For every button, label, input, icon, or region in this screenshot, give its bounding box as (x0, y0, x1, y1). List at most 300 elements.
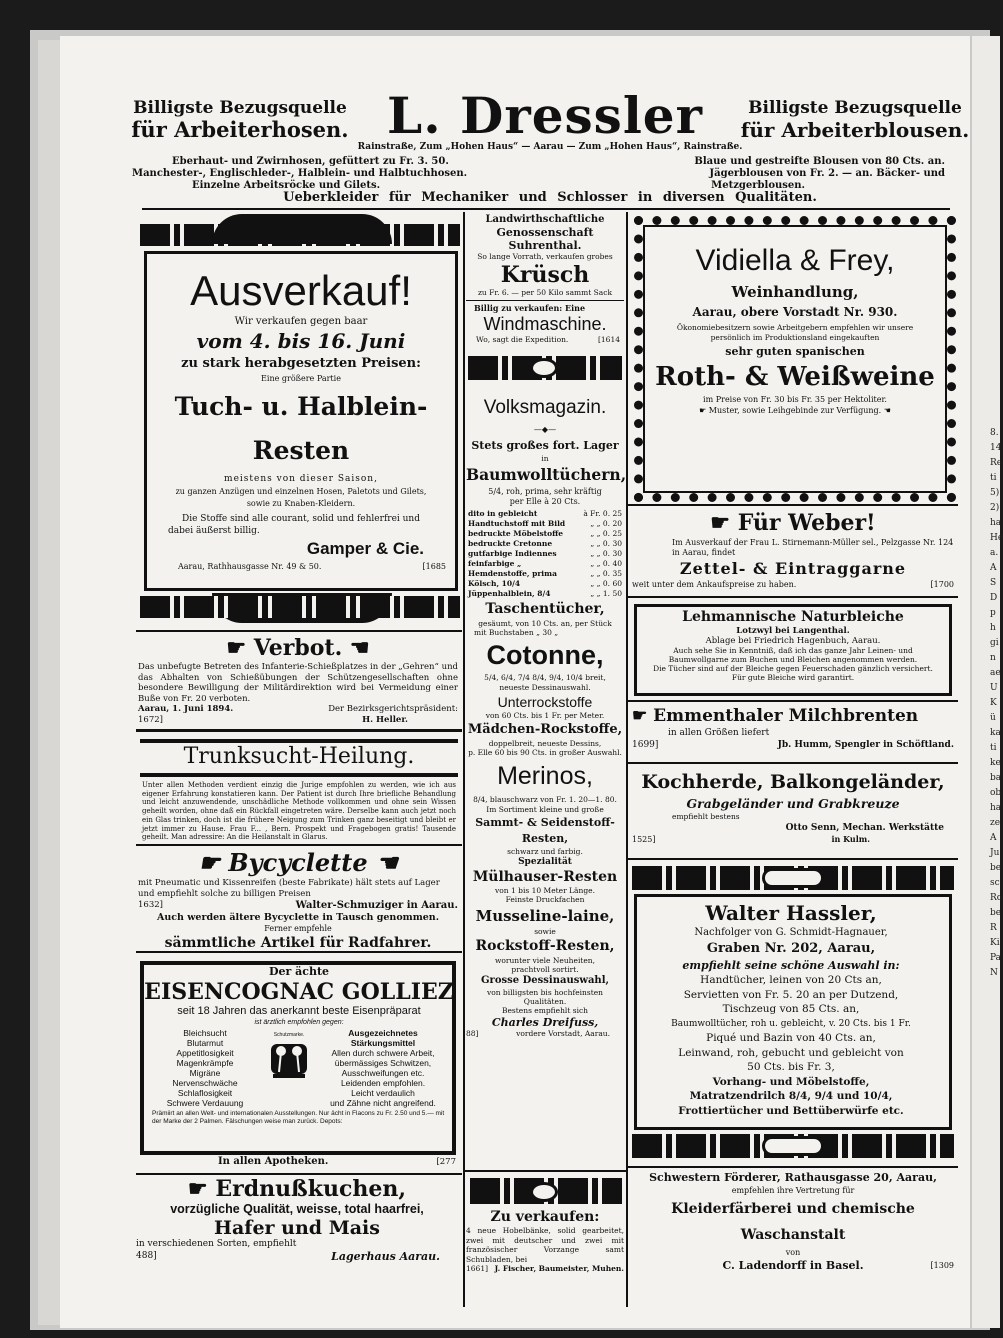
genossenschaft-line: Genossenschaft Suhrenthal. (496, 226, 594, 252)
hassler-line: Nachfolger von G. Schmidt-Hagnauer, (694, 927, 888, 938)
cognac-list-item: Schwere Verdauung (166, 1098, 244, 1108)
volksmagazin-merinos: Merinos, (497, 762, 593, 790)
cognac-list-item: Leicht verdaulich (351, 1088, 415, 1098)
milchbrenten-ad (632, 704, 954, 752)
price-row (468, 529, 622, 539)
newspaper-page (60, 36, 970, 1328)
adjacent-page-fragment: ti (990, 473, 997, 483)
ladendorff-big: Kleiderfärberei und chemische Waschanstalt (671, 1201, 915, 1243)
cognac-mark-label: Schutzmarke. (273, 1032, 305, 1038)
price-value: „ „ 0. 20 (590, 519, 622, 528)
ladendorff-number: [1309 (930, 1261, 954, 1270)
pointing-hand-left-icon: ☚ (349, 635, 370, 661)
hassler-item: Servietten von Fr. 5. 20 an per Dutzend, (683, 988, 899, 1001)
bycyclette-firm: Walter-Schmuziger in Aarau. (295, 900, 458, 911)
erdnuss-heading (136, 1176, 458, 1202)
volksmagazin-line: Stets großes fort. Lager (471, 439, 619, 452)
adjacent-page-fragment: ü (990, 713, 996, 723)
adjacent-page-fragment: Pa (990, 953, 1002, 963)
kochherde-number: 1525] (632, 835, 656, 844)
milchbrenten-line: in allen Größen liefert (668, 728, 770, 738)
price-item: Kölsch, 10/4 (468, 579, 521, 588)
bycyclette-line: Ferner empfehle (264, 924, 332, 933)
price-item: feinfarbige „ (468, 559, 522, 568)
vidiella-sub: Weinhandlung, (731, 283, 859, 301)
ausverkauf-firm: Gamper & Cie. (306, 539, 424, 558)
cognac-list-item: Schlaflosigkeit (177, 1088, 233, 1098)
adjacent-page-fragment: p (990, 608, 996, 618)
verbot-heading (138, 634, 458, 662)
ornament-bar (140, 596, 460, 618)
pointing-hand-icon: ☛ (699, 406, 707, 415)
price-row (468, 539, 622, 549)
vidiella-line-row (648, 405, 942, 416)
volksmagazin-line: schwarz und farbig. (507, 847, 583, 856)
adjacent-page-fragment: Ro (990, 893, 1003, 903)
ladendorff-line: von (785, 1248, 801, 1257)
pointing-hand-icon: ☛ (710, 510, 731, 536)
price-row (468, 559, 622, 569)
header-rule (142, 208, 950, 210)
genossenschaft-number: [1614 (597, 335, 620, 344)
zuverkaufen-ad (466, 1208, 624, 1274)
cognac-content (144, 965, 454, 1126)
ornament-ring (530, 358, 558, 378)
hassler-item: 50 Cts. bis Fr. 3, (747, 1061, 835, 1073)
cognac-list-item: Stärkungsmittel (350, 1038, 416, 1048)
adjacent-page-fragment: h (990, 623, 996, 633)
hassler-items (638, 973, 944, 1118)
header-bottom-line: Ueberkleider für Mechaniker und Schlosser in diversen Qualitäten. (283, 190, 817, 205)
pointing-hand-icon: ☛ (226, 635, 247, 661)
price-item: Hemdenstoffe, prima (468, 569, 557, 578)
cognac-list-item: übermässiges Schwitzen, (334, 1058, 432, 1068)
pointing-hand-left-icon: ☚ (375, 848, 398, 877)
naturbleiche-line: Lotzwyl bei Langenthal. (736, 626, 850, 636)
bycyclette-text: mit Pneumatic und Kissenreifen (beste Fabrikate) hält stets auf Lager und empfiehlt solche zu billigen Preisen (138, 878, 440, 899)
price-item: gutfarbige Indiennes (468, 549, 557, 558)
adjacent-page-fragment: D (990, 593, 998, 603)
erdnuss-line: in verschiedenen Sorten, empfiehlt (136, 1239, 297, 1249)
adjacent-page-fragment: K (990, 698, 997, 708)
volksmagazin-big: Taschentücher, (485, 601, 605, 617)
volksmagazin-big: Musseline-laine, (475, 907, 615, 925)
naturbleiche-content (640, 608, 946, 682)
pointing-hand-left-icon: ☚ (883, 406, 891, 415)
hassler-line: empfiehlt seine schöne Auswahl in: (682, 959, 900, 972)
milchbrenten-heading (632, 704, 954, 728)
adjacent-page-fragment: Re (990, 458, 1003, 468)
trunksucht-text: Unter allen Methoden verdient einzig die Jurige empfohlen zu werden, wie ich aus eigener Erfahrung konstatieren kann. Der Patient ist durch Ihre briefliche Behandlung und leicht anzuwendende, unschädliche Methode vollkommen und ohne sein Wissen geheilt worden, ohne daß ein Rückfall eingetreten wäre. Derselbe kann auch jetzt noch ein Glas trinken, doch ist die frühere Neigung zum Trinken ganz beseitigt und bleibt er jetzt immer zu Hause. Frau F... , Bern. Prospekt und Fragebogen gratis! Tausende geheilt. Man adressire: An die Heilanstalt in Glarus. (142, 781, 456, 842)
volksmagazin-cotonne: Cotonne, (486, 640, 604, 670)
rule (136, 1173, 462, 1175)
rule (628, 1166, 958, 1168)
volksmagazin-big: Unterrockstoffe (497, 694, 593, 710)
ausverkauf-line: dabei äußerst billig. (168, 526, 260, 536)
rule (628, 858, 958, 860)
zuverkaufen-text: 4 neue Hobelbänke, solid gearbeitet, zwei mit deutscher und zwei mit französischer Vorzange samt Schubladen, bei (466, 1226, 624, 1264)
volksmagazin-number: 88] (466, 1029, 479, 1038)
hassler-item: Matratzendrilch 8/4, 9/4 und 10/4, (689, 1090, 893, 1102)
adjacent-page-fragment: 8. (990, 428, 999, 438)
erdnuss-firm: Lagerhaus Aarau. (331, 1250, 440, 1263)
volksmagazin-line: von 1 bis 10 Meter Länge. (495, 886, 595, 895)
verbot-title: Verbot. (253, 635, 343, 661)
verbot-number: 1672] (138, 715, 163, 725)
adjacent-page-fragment: ha (990, 518, 1002, 528)
ausverkauf-line: meistens von dieser Saison, (224, 474, 378, 484)
cognac-list-item: Appetitlosigkeit (176, 1048, 234, 1058)
vidiella-line: im Preise von Fr. 30 bis Fr. 35 per Hektoliter. (703, 395, 887, 404)
cognac-list-item: Ausschweifungen etc. (341, 1068, 425, 1078)
cognac-list-item: Nervenschwäche (172, 1078, 238, 1088)
column-rule-2 (626, 212, 628, 1307)
volksmagazin-line: neueste Dessinauswahl. (499, 683, 591, 692)
cognac-number: [277 (436, 1157, 456, 1167)
divider-ornament: —◆— (533, 425, 557, 434)
ladendorff-line: empfehlen ihre Vertretung für (731, 1186, 855, 1195)
volksmagazin-line: prachtvoll sortirt. (511, 965, 579, 974)
adjacent-page-fragment: ob (990, 788, 1002, 798)
volksmagazin-line: 5/4, roh, prima, sehr kräftig (488, 487, 602, 496)
hassler-item: Handtücher, leinen von 20 Cts an, (700, 974, 882, 986)
adjacent-page-fragment: ti (990, 743, 997, 753)
weber-heading (632, 508, 954, 538)
milchbrenten-number: 1699] (632, 740, 659, 750)
header-title: L. Dressler (387, 86, 703, 145)
adjacent-page-fragment: Ki (990, 938, 1000, 948)
adjacent-page-fragment: U (990, 683, 998, 693)
price-value: „ „ 0. 40 (590, 559, 622, 568)
weber-big: Zettel- & Eintraggarne (679, 559, 907, 578)
price-value: „ „ 0. 30 (590, 539, 622, 548)
kochherde-place: in Kulm. (831, 834, 870, 844)
price-row (468, 579, 622, 589)
adjacent-page-fragment: ae (990, 668, 1001, 678)
header-left-line1: Billigste Bezugsquelle (133, 98, 347, 118)
verbot-sign-label: Der Bezirksgerichtspräsident: (328, 704, 458, 714)
genossenschaft-big2: Windmaschine. (483, 314, 607, 334)
vidiella-title: Vidiella & Frey, (695, 244, 895, 277)
volksmagazin-title: Volksmagazin. (483, 397, 607, 418)
adjacent-page-fragment: A (990, 833, 997, 843)
adjacent-page-fragment: ze (990, 818, 1001, 828)
genossenschaft-line: zu Fr. 6. — per 50 Kilo sammt Sack (477, 288, 613, 297)
hassler-title: Walter Hassler, (705, 901, 877, 925)
volksmagazin-line: per Elle à 20 Cts. (509, 497, 581, 506)
header-left-line2: für Arbeiterhosen. (131, 117, 349, 142)
cognac-line: ist ärztlich empfohlen gegen: (254, 1019, 344, 1026)
volksmagazin-line: Feinste Druckfachen (505, 895, 585, 904)
adjacent-page-fragment: a. (990, 548, 999, 558)
cognac-footer (140, 1155, 456, 1169)
header-left (130, 98, 350, 142)
header-right-line1: Billigste Bezugsquelle (748, 98, 962, 118)
price-item: bedruckte Cretonne (468, 539, 553, 548)
ladendorff-firm: C. Ladendorff in Basel. (722, 1259, 864, 1272)
kochherde-ad (632, 768, 954, 845)
header-right-items (655, 156, 945, 192)
volksmagazin-big: Rockstoff-Resten, (475, 938, 615, 954)
volksmagazin-line: Im Sortiment kleine und große (486, 805, 604, 814)
verbot-ad (138, 634, 458, 726)
hassler-item: Tischzeug von 85 Cts. an, (722, 1003, 860, 1015)
cognac-left-list (150, 1028, 260, 1108)
header-left-items (132, 156, 492, 192)
ausverkauf-line: Die Stoffe sind alle courant, solid und fehlerfrei und (182, 514, 420, 524)
price-value: „ „ 0. 25 (590, 529, 622, 538)
volksmagazin-line: doppelbreit, neueste Dessins, (488, 739, 602, 748)
ausverkauf-address: Aarau, Rathhausgasse Nr. 49 & 50. (178, 562, 322, 571)
adjacent-page-fragment: ba (990, 773, 1002, 783)
volksmagazin-line: p. Elle 60 bis 90 Cts. in großer Auswahl. (468, 748, 622, 757)
erdnuss-number: 488] (136, 1251, 157, 1261)
cognac-line: seit 18 Jahren das anerkannt beste Eisenpräparat (177, 1005, 421, 1017)
volksmagazin-big: Mülhauser-Resten (472, 869, 618, 885)
ausverkauf-line: zu ganzen Anzügen und einzelnen Hosen, Paletots und Gilets, (175, 487, 427, 496)
volksmagazin-ad (466, 390, 627, 1039)
genossenschaft-line: Landwirthschaftliche (485, 214, 605, 225)
hassler-line: Graben Nr. 202, Aarau, (706, 941, 876, 956)
bycyclette-title: Bycyclette (228, 848, 368, 877)
naturbleiche-line: Auch sehe Sie in Kenntniß, daß ich das ganze Jahr Leinen- und Baumwollgarne zum Buchen und Bleichen angenommen werden. (668, 646, 918, 664)
naturbleiche-line: Für gute Bleiche wird garantirt. (731, 673, 855, 682)
adjacent-page-fragment: A (990, 563, 997, 573)
adjacent-page-margin (972, 36, 1003, 1328)
genossenschaft-line: So lange Vorrath, verkaufen grobes (477, 252, 613, 261)
erdnuss-ad (136, 1176, 458, 1263)
volksmagazin-big: Baumwolltüchern, (466, 465, 627, 484)
kochherde-line: empfiehlt bestens (672, 812, 740, 821)
ausverkauf-line: zu stark herabgesetzten Preisen: (181, 356, 421, 371)
adjacent-page-fragment: R (990, 923, 997, 933)
ausverkauf-title: Ausverkauf! (190, 267, 412, 314)
adjacent-page-fragment: 5) (990, 488, 1000, 498)
cognac-list-item: Magenkrämpfe (176, 1058, 234, 1068)
vidiella-line: Muster, sowie Leihgebinde zur Verfügung. (708, 406, 882, 415)
hassler-item: Frottiertücher und Bettüberwürfe etc. (678, 1104, 904, 1117)
volksmagazin-line: in (541, 454, 549, 463)
vidiella-big: Roth- & Weißweine (655, 362, 935, 392)
cognac-right-list (318, 1028, 448, 1108)
genossenschaft-big: Krüsch (500, 262, 590, 288)
ornament-ring (762, 1136, 824, 1156)
price-row (468, 509, 622, 519)
cognac-list-item: Migräne (189, 1068, 221, 1078)
hassler-item: Piqué und Bazin von 40 Cts. an, (706, 1032, 876, 1044)
volksmagazin-address: vordere Vorstadt, Aarau. (516, 1029, 610, 1038)
adjacent-page-fragment: 14 (990, 443, 1002, 453)
vidiella-address: Aarau, obere Vorstadt Nr. 930. (692, 305, 898, 319)
verbot-text: Das unbefugte Betreten des Infanterie-Schießplatzes in der „Gehren“ und das Abhalten von Schießübungen der Schützengesellschaften ohne besondere Bewilligung der Militärdirektion wird bei Vermeidung einer Buße von Fr. 20 verboten. (138, 662, 458, 704)
volksmagazin-line: Spezialität (518, 857, 572, 867)
weber-line: weit unter dem Ankaufspreise zu haben. (632, 580, 797, 589)
ladendorff-ad (630, 1170, 956, 1273)
bycyclette-number: 1632] (138, 900, 163, 910)
rule (136, 630, 462, 632)
rule (136, 729, 462, 732)
naturbleiche-line: Ablage bei Friedrich Hagenbuch, Aarau. (705, 636, 881, 646)
pointing-hand-icon: ☛ (632, 706, 648, 726)
erdnuss-line: vorzügliche Qualität, weisse, total haarfrei, (170, 1202, 424, 1216)
weber-ad (632, 508, 954, 590)
ornament-arch (212, 214, 392, 244)
adjacent-page-fragment: ke (990, 758, 1001, 768)
kochherde-sub: Grabgeländer und Grabkreuze (686, 796, 900, 811)
cognac-trademark (262, 1028, 316, 1108)
cognac-list-item: Ausgezeichnetes (348, 1028, 418, 1038)
rule (628, 504, 958, 506)
verbot-date: Aarau, 1. Juni 1894. (138, 704, 234, 714)
ausverkauf-dates: vom 4. bis 16. Juni (196, 329, 406, 353)
ausverkauf-content (148, 266, 454, 572)
adjacent-page-fragment: 2) (990, 503, 1000, 513)
price-value: „ „ 0. 30 (590, 549, 622, 558)
weber-title: Für Weber! (737, 510, 876, 536)
zuverkaufen-number: 1661] (466, 1264, 489, 1273)
adjacent-page-fragment: Ju (990, 848, 1000, 858)
vidiella-ad (648, 241, 942, 416)
genossenschaft-line: Wo, sagt die Expedition. (476, 335, 569, 344)
cognac-line: Der ächte (268, 965, 330, 978)
ausverkauf-line: Wir verkaufen gegen baar (234, 316, 368, 327)
volksmagazin-line: von 60 Cts. bis 1 Fr. per Meter. (485, 711, 605, 720)
volksmagazin-big: Sammt- & Seidenstoff-Resten, (475, 816, 615, 845)
price-value: „ „ 0. 35 (590, 569, 622, 578)
naturbleiche-line: Die Tücher sind auf der Bleiche gegen Feuerschaden gänzlich versichert. (653, 664, 933, 673)
volksmagazin-line: Grosse Dessinauswahl, (481, 975, 609, 986)
rule (464, 1170, 626, 1172)
adjacent-page-fragment: be (990, 863, 1002, 873)
rule (136, 951, 462, 953)
cognac-apotheken: In allen Apotheken. (218, 1156, 329, 1167)
volksmagazin-line: von billigsten bis hochfeinsten Qualitäten. (486, 988, 604, 1006)
rule (466, 300, 624, 301)
header-address: Rainstraße, Zum „Hohen Haus“ — Aarau — Zum „Hohen Haus“, Rainstraße. (357, 142, 743, 152)
header-right-item: Metzgerblousen. (711, 180, 805, 191)
column-rule-1 (463, 212, 465, 1307)
kochherde-firm: Otto Senn, Mechan. Werkstätte (785, 823, 944, 833)
ladendorff-footer (630, 1258, 956, 1273)
ausverkauf-line: Eine größere Partie (261, 374, 341, 383)
price-item: Handtuchstoff mit Bild (468, 519, 566, 528)
zuverkaufen-title: Zu verkaufen: (490, 1209, 600, 1225)
rule (628, 596, 958, 598)
bycyclette-line: sämmtliche Artikel für Radfahrer. (164, 935, 432, 951)
ausverkauf-number: [1685 (422, 562, 446, 571)
adjacent-page-fragment: S (990, 578, 997, 588)
adjacent-page-fragment: He (990, 533, 1003, 543)
hassler-item: Baumwolltücher, roh u. gebleicht, v. 20 Cts. bis 1 Fr. (671, 1018, 911, 1029)
cognac-fine-print: Prämiirt an allen Welt- und internationalen Ausstellungen. Nur ächt in Flacons zu Fr. 2.50 und 5.— mit der Marke der 2 Palmen. Fälschungen weise man zurück. Depots: (152, 1110, 445, 1125)
cognac-list-item: Blutarmut (186, 1038, 224, 1048)
ornament-ring (530, 1182, 558, 1202)
header-left-item: Eberhaut- und Zwirnhosen, gefüttert zu Fr. 3. 50. (172, 156, 449, 167)
volksmagazin-line: 5/4, 6/4, 7/4 8/4, 9/4, 10/4 breit, (484, 673, 606, 682)
kochherde-title: Kochherde, Balkongeländer, (641, 771, 945, 793)
adjacent-page-fragment: ka (990, 728, 1001, 738)
palm-trademark-icon (267, 1038, 311, 1082)
volksmagazin-line: 8/4, blauschwarz von Fr. 1. 20—1. 80. (473, 795, 617, 804)
adjacent-page-fragment: sc (990, 878, 1000, 888)
cognac-list-item: und Zähne nicht angreifend. (330, 1098, 436, 1108)
hassler-item: Leinwand, roh, gebucht und gebleicht von (678, 1046, 904, 1059)
price-item: dito in gebleicht (468, 509, 538, 518)
cognac-list-item: Leidenden empfohlen. (340, 1078, 426, 1088)
price-item: Jüppenhalblein, 8/4 (468, 589, 551, 598)
volksmagazin-line: sowie (534, 927, 556, 936)
rule (628, 762, 958, 764)
header-right (740, 98, 970, 142)
price-row (468, 569, 622, 579)
rule (140, 773, 458, 777)
volksmagazin-line: gesäumt, von 10 Cts. an, per Stück (478, 619, 612, 628)
header-left-item: Einzelne Arbeitsröcke und Gilets. (192, 180, 381, 191)
header-right-line2: für Arbeiterblousen. (740, 118, 970, 142)
bycyclette-ad (138, 848, 458, 952)
vidiella-line: sehr guten spanischen (725, 345, 865, 358)
hassler-content (638, 900, 944, 1118)
header-right-item: Blaue und gestreifte Blousen von 80 Cts. an. (694, 156, 945, 167)
pointing-hand-icon: ☛ (198, 848, 221, 877)
cognac-list-item: Bleichsucht (183, 1028, 227, 1038)
erdnuss-title: Erdnußkuchen, (215, 1176, 407, 1202)
volksmagazin-price-list (466, 507, 624, 599)
volksmagazin-firm: Charles Dreifuss, (491, 1016, 599, 1029)
price-row (468, 519, 622, 529)
genossenschaft-ad (466, 214, 624, 345)
adjacent-page-fragment: be (990, 908, 1002, 918)
adjacent-page-fragment: gi (990, 638, 999, 648)
price-value: à Fr. 0. 25 (583, 509, 622, 518)
zuverkaufen-firm: J. Fischer, Baumeister, Muhen. (494, 1264, 624, 1273)
header-right-item: Jägerblousen von Fr. 2. — an. Bäcker- und (709, 168, 945, 179)
weber-number: [1700 (930, 580, 954, 589)
cognac-list-item: Allen durch schwere Arbeit, (331, 1048, 435, 1058)
erdnuss-line: Hafer und Mais (214, 1217, 380, 1239)
naturbleiche-title: Lehmannische Naturbleiche (682, 609, 904, 625)
volksmagazin-big: Mädchen-Rockstoffe, (467, 722, 623, 737)
volksmagazin-line: mit Buchstaben „ 30 „ (474, 628, 559, 637)
ausverkauf-line: sowie zu Knaben-Kleidern. (246, 499, 356, 508)
price-value: „ „ 0. 60 (590, 579, 622, 588)
bycyclette-line: Auch werden ältere Bycyclette in Tausch genommen. (156, 912, 440, 923)
pointing-hand-icon: ☛ (187, 1176, 208, 1202)
price-item: bedruckte Möbelstoffe (468, 529, 564, 538)
milchbrenten-title: Emmenthaler Milchbrenten (653, 706, 919, 726)
adjacent-page-fragment: ha (990, 803, 1002, 813)
adjacent-page-fragment: n (990, 653, 996, 663)
rule (628, 700, 958, 702)
genossenschaft-line: Billig zu verkaufen: Eine (474, 303, 586, 313)
price-row (468, 549, 622, 559)
ornament-ring (762, 868, 824, 888)
ladendorff-line: Schwestern Förderer, Rathausgasse 20, Aarau, (649, 1171, 937, 1184)
adjacent-page-fragment: N (990, 968, 998, 978)
hassler-item: Vorhang- und Möbelstoffe, (712, 1075, 870, 1088)
rule (136, 844, 462, 846)
price-value: „ „ 1. 50 (590, 589, 622, 598)
milchbrenten-firm: Jb. Humm, Spengler in Schöftland. (777, 740, 954, 750)
vidiella-line: Ökonomiebesitzern sowie Arbeitgebern empfehlen wir unsere persönlich im Produktionsland eingekauften (676, 323, 914, 342)
volksmagazin-line: Bestens empfiehlt sich (501, 1006, 588, 1015)
header-left-item: Manchester-, Englischleder-, Halblein- und Halbtuchhosen. (132, 168, 468, 179)
trunksucht-title: Trunksucht-Heilung. (183, 744, 415, 769)
weber-line: Im Ausverkauf der Frau L. Stirnemann-Müller sel., Pelzgasse Nr. 124 in Aarau, findet (672, 538, 954, 557)
cognac-title: EISENCOGNAC GOLLIEZ (144, 979, 454, 1005)
volksmagazin-line: worunter viele Neuheiten, (494, 956, 596, 965)
bycyclette-heading (138, 848, 458, 878)
